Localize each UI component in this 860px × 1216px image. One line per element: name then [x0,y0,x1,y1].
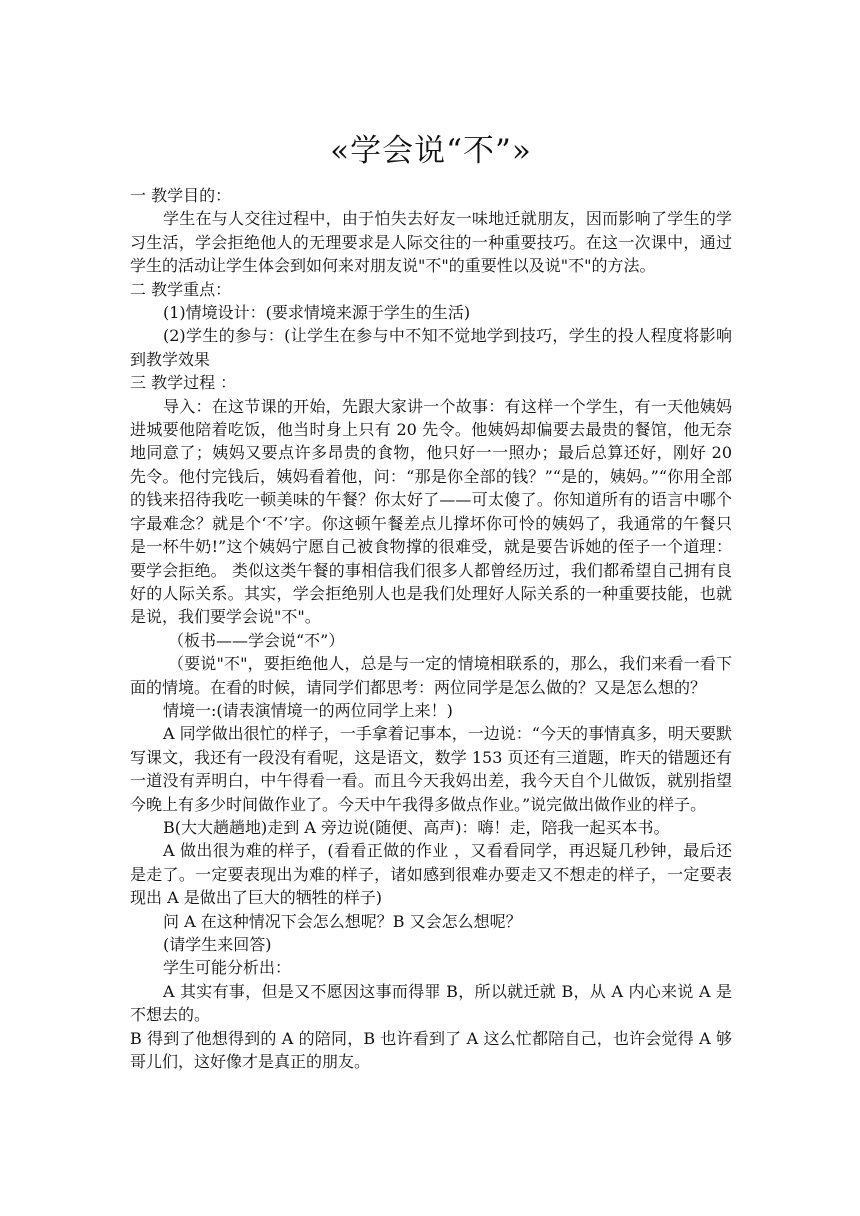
document-title: «学会说“不”» [330,133,532,169]
paragraph-focus-1: (1)情境设计：(要求情境来源于学生的生活) [163,303,471,323]
paragraph-analysis-a: A 其实有事，但是又不愿因这事而得罪 B，所以就迁就 B，从 A 内心来说 A 是不想去的。 [130,981,732,1025]
section-heading-process: 三 教学过程 ： [130,373,237,393]
paragraph-answer-prompt: (请学生来回答) [163,935,272,954]
section-heading-objectives: 一 教学目的： [130,186,232,205]
paragraph-scenario-intro: （要说"不"，要拒绝他人，总是与一定的情境相联系的，那么，我们来看一看下面的情境。在看的时候，请同学们都思考：两位同学是怎么做的？又是怎么想的？ [130,654,732,697]
paragraph-analysis-b: B 得到了他想得到的 A 的陪同，B 也许看到了 A 这么忙都陪自己，也许会觉得 A 够哥儿们，这好像才是真正的朋友。 [130,1028,732,1072]
paragraph-intro-story: 导入：在这节课的开始，先跟大家讲一个故事：有这样一个学生，有一天他姨妈进城要他陪着吃饭，他当时身上只有 20 先令。他姨妈却偏要去最贵的餐馆，他无奈地同意了；姨妈又要点许多昂贵的食物，他只好一一照办；最后总算还好，刚好 20 先令。他付完钱后，姨妈看着他，问：“那是你全部的钱？”“是的，姨妈。”“你用全部的钱来招待我吃一顿美味的午餐？你太好了——可太傻了。你知道所有的语言中哪个字最难念？就是个‘不’字。你这顿午餐差点儿撑坏你可怜的姨妈了，我通常的午餐只是一杯牛奶!”这个姨妈宁愿自己被食物撑的很难受，就是要告诉她的侄子一个道理：要学会拒绝。 类似这类午餐的事相信我们很多人都曾经历过，我们都希望自己拥有良好的人际关系。其实，学会拒绝别人也是我们处理好人际关系的一种重要技能，也就是说，我们要学会说"不"。 [130,396,732,627]
paragraph-objectives: 学生在与人交往过程中，由于怕失去好友一味地迁就朋友，因而影响了学生的学习生活，学会拒绝他人的无理要求是人际交往的一种重要技巧。在这一次课中，通过学生的活动让学生体会到如何来对朋友说"不"的重要性以及说"不"的方法。 [130,209,732,276]
paragraph-question: 问 A 在这种情况下会怎么想呢？B 又会怎么想呢？ [163,911,522,931]
paragraph-student-a-reaction: A 做出很为难的样子，(看看正做的作业 ，又看看同学，再迟疑几秒钟，最后还是走了。一定要表现出为难的样子，诸如感到很难办要走又不想走的样子，一定要表现出 A 是做出了巨大的牺牲的样子) [130,841,732,908]
section-heading-focus: 二 教学重点： [130,279,232,299]
paragraph-board-note: （板书——学会说“不”） [168,630,345,650]
paragraph-focus-2: (2)学生的参与：(让学生在参与中不知不觉地学到技巧，学生的投人程度将影响到教学效果 [130,326,732,369]
paragraph-student-a: A 同学做出很忙的样子，一手拿着记事本，一边说：“今天的事情真多，明天要默写课文，我还有一段没有看呢，这是语文，数学 153 页还有三道题，昨天的错题还有一道没有弄明白，中午得看一看。而且今天我妈出差，我今天自个儿做饭，就别指望今晚上有多少时间做作业了。今天中午我得多做点作业。”说完做出做作业的样子。 [130,724,732,814]
paragraph-scenario-one: 情境一:(请表演情境一的两位同学上来！) [163,700,453,720]
paragraph-student-b: B(大大趟趟地)走到 A 旁边说(随便、高声)：嗨！走，陪我一起买本书。 [163,817,670,837]
paragraph-analysis-intro: 学生可能分析出： [163,958,292,978]
